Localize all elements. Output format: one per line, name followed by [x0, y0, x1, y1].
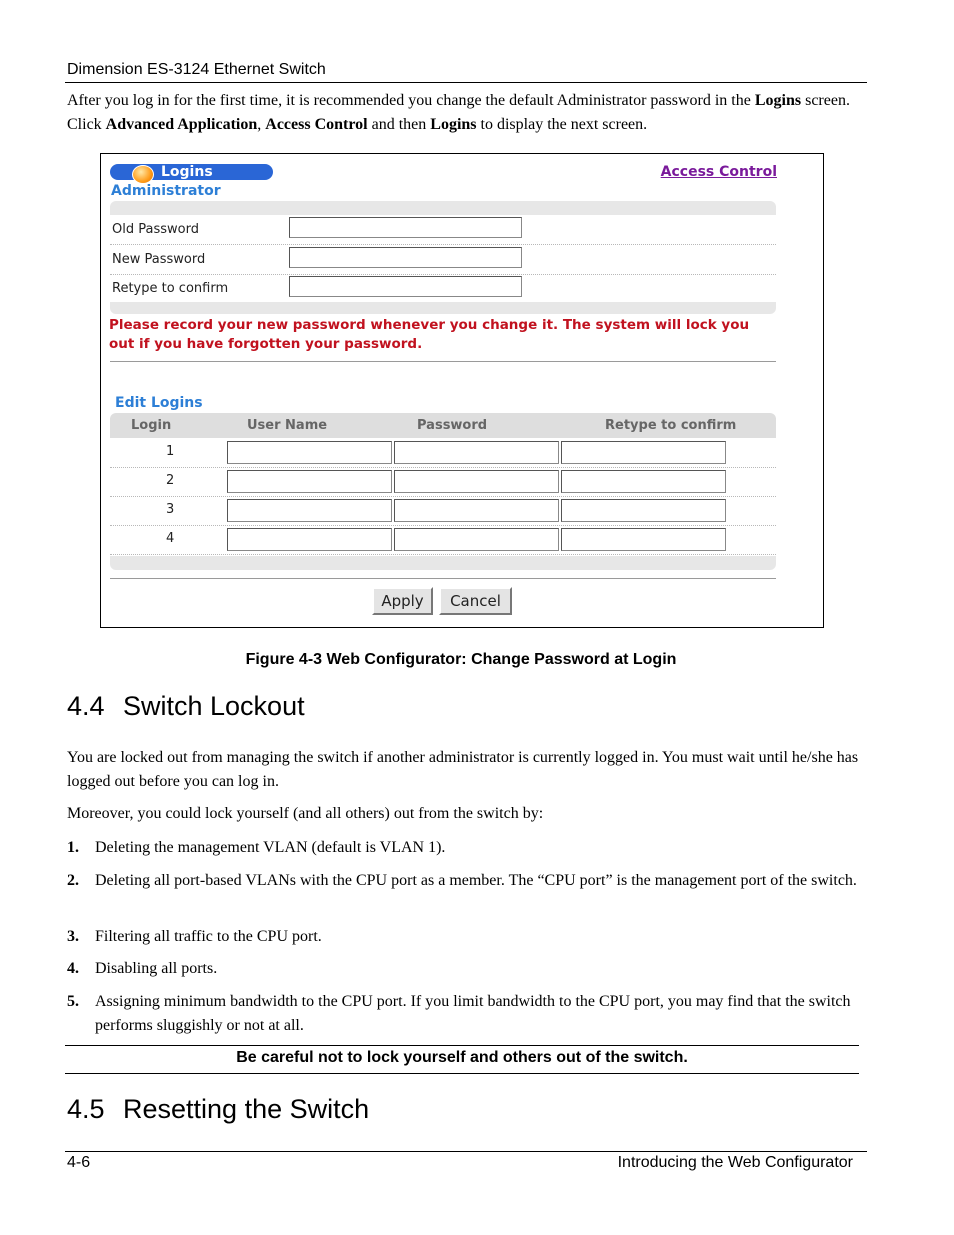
table-row	[110, 525, 776, 555]
login-number: 4	[166, 531, 175, 546]
password-warning-text: Please record your new password whenever you change it. The system will lock you out if you have forgotten your password.	[109, 317, 750, 352]
retype-input[interactable]	[561, 441, 726, 464]
retype-password-row	[110, 274, 776, 304]
user-name-input[interactable]	[227, 528, 392, 551]
section-title: Resetting the Switch	[123, 1094, 370, 1124]
section-number: 4.5	[67, 1094, 105, 1124]
intro-text-4: and then	[367, 116, 431, 133]
list-marker: 3.	[67, 928, 79, 945]
list-marker: 5.	[67, 993, 79, 1010]
list-item	[67, 990, 859, 1038]
intro-text-3: ,	[257, 116, 266, 133]
logins-screenshot	[100, 153, 824, 628]
header-rule	[65, 82, 867, 83]
section-number: 4.4	[67, 691, 105, 721]
retype-password-label: Retype to confirm	[112, 281, 229, 296]
table-row	[110, 438, 776, 468]
list-item	[67, 869, 859, 893]
apply-button[interactable]: Apply	[372, 587, 433, 615]
logins-title: Logins	[161, 164, 213, 180]
list-text: Disabling all ports.	[95, 960, 218, 977]
intro-bold-logins: Logins	[754, 92, 802, 109]
new-password-label: New Password	[112, 252, 206, 267]
password-input[interactable]	[394, 470, 559, 493]
figure-caption: Figure 4-3 Web Configurator: Change Password at Login	[245, 651, 677, 668]
page-number: 4-6	[67, 1154, 91, 1171]
column-header-login: Login	[131, 418, 172, 433]
old-password-label: Old Password	[112, 222, 199, 237]
password-input[interactable]	[394, 499, 559, 522]
edit-logins-heading: Edit Logins	[115, 395, 203, 411]
list-marker: 1.	[67, 839, 79, 856]
lockout-note: Be careful not to lock yourself and others out of the switch.	[236, 1049, 688, 1066]
retype-input[interactable]	[561, 528, 726, 551]
intro-text-2: screen. Click	[67, 92, 850, 133]
retype-password-field[interactable]	[289, 276, 522, 297]
user-name-input[interactable]	[227, 441, 392, 464]
warning-divider	[110, 361, 776, 362]
user-name-input[interactable]	[227, 499, 392, 522]
intro-paragraph	[67, 89, 859, 137]
login-number: 2	[166, 473, 175, 488]
old-password-field[interactable]	[289, 217, 522, 238]
section-heading-switch-lockout	[67, 691, 305, 722]
column-header-password: Password	[417, 418, 488, 433]
section-title: Switch Lockout	[123, 691, 305, 721]
list-text: Deleting the management VLAN (default is VLAN 1).	[95, 839, 446, 856]
intro-bold-logins-2: Logins	[430, 116, 477, 133]
user-name-input[interactable]	[227, 470, 392, 493]
lockout-paragraph-1: You are locked out from managing the switch if another administrator is currently logged in. You must wait until he/she has logged out before you can log in.	[67, 749, 859, 790]
list-item	[67, 836, 859, 860]
access-control-link[interactable]: Access Control	[660, 164, 777, 180]
footer-rule	[65, 1151, 867, 1152]
new-password-field[interactable]	[289, 247, 522, 268]
intro-bold-advanced-application: Advanced Application	[105, 116, 258, 133]
intro-bold-access-control: Access Control	[265, 116, 368, 133]
password-input[interactable]	[394, 528, 559, 551]
administrator-heading: Administrator	[111, 183, 221, 199]
retype-input[interactable]	[561, 499, 726, 522]
admin-table-footer-band	[110, 302, 776, 314]
old-password-row	[110, 215, 776, 245]
edit-logins-table-footer	[110, 556, 776, 570]
login-number: 3	[166, 502, 175, 517]
new-password-row	[110, 245, 776, 275]
list-item	[67, 957, 859, 981]
list-item	[67, 925, 859, 949]
list-marker: 4.	[67, 960, 79, 977]
logins-orb-icon	[132, 165, 154, 184]
running-header: Dimension ES-3124 Ethernet Switch	[67, 61, 326, 78]
footer-chapter-title: Introducing the Web Configurator	[617, 1154, 853, 1171]
intro-text-5: to display the next screen.	[476, 116, 648, 133]
intro-text-1: After you log in for the first time, it is recommended you change the default Administrator password in the	[67, 92, 755, 109]
note-rule-top	[65, 1045, 859, 1046]
edit-logins-table-header	[110, 413, 776, 438]
list-text: Assigning minimum bandwidth to the CPU port. If you limit bandwidth to the CPU port, you may find that the switch performs sluggishly or not at all.	[95, 993, 851, 1034]
password-input[interactable]	[394, 441, 559, 464]
button-divider	[110, 578, 776, 579]
note-rule-bottom	[65, 1073, 859, 1074]
column-header-user-name: User Name	[247, 418, 328, 433]
list-text: Deleting all port-based VLANs with the CPU port as a member. The “CPU port” is the management port of the switch.	[95, 872, 857, 889]
list-marker: 2.	[67, 872, 79, 889]
cancel-button[interactable]: Cancel	[439, 587, 512, 615]
retype-input[interactable]	[561, 470, 726, 493]
table-row	[110, 496, 776, 526]
table-row	[110, 467, 776, 497]
login-number: 1	[166, 444, 175, 459]
section-heading-resetting-switch	[67, 1094, 369, 1125]
list-text: Filtering all traffic to the CPU port.	[95, 928, 322, 945]
lockout-paragraph-2: Moreover, you could lock yourself (and all others) out from the switch by:	[67, 805, 544, 822]
column-header-retype: Retype to confirm	[605, 418, 737, 433]
admin-table-header-band	[110, 201, 776, 215]
